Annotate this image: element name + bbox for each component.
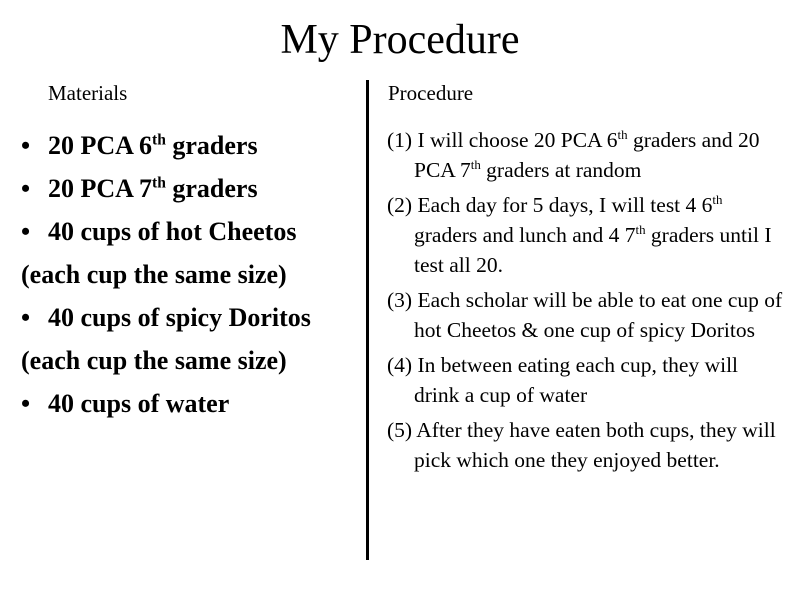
procedure-step-1: [387, 125, 787, 185]
step-number: (5): [387, 418, 413, 442]
step-text: graders at random: [480, 158, 642, 182]
materials-item: [21, 210, 361, 253]
bullet-icon: •: [21, 174, 31, 203]
step-text: Each day for 5 days, I will test 4 6: [412, 193, 713, 217]
bullet-icon: •: [21, 131, 31, 160]
materials-item-text: 20 PCA 6: [48, 131, 152, 160]
column-divider: [366, 80, 369, 560]
procedure-heading: Procedure: [388, 81, 474, 105]
step-text: After they have eaten both cups, they will pick which one they enjoyed better.: [412, 418, 776, 472]
materials-item: [21, 124, 361, 167]
materials-note: [21, 339, 361, 382]
step-number: (3): [387, 288, 413, 312]
materials-item: [21, 382, 361, 425]
bullet-icon: •: [21, 303, 31, 332]
materials-note: [21, 253, 361, 296]
bullet-icon: •: [21, 389, 31, 418]
ordinal-suffix: th: [152, 174, 166, 192]
ordinal-suffix: th: [152, 131, 166, 149]
materials-item-text: 40 cups of spicy Doritos: [48, 303, 311, 332]
materials-item-text: 40 cups of water: [48, 389, 230, 418]
step-number: (2): [387, 193, 413, 217]
materials-item-text: 20 PCA 7: [48, 174, 152, 203]
step-number: (4): [387, 353, 413, 377]
procedure-step-2: [387, 190, 787, 280]
materials-item-text-end: graders: [165, 131, 258, 160]
materials-item: [21, 167, 361, 210]
ordinal-suffix: th: [635, 222, 646, 237]
materials-note-text: (each cup the same size): [21, 260, 287, 289]
ordinal-suffix: th: [712, 192, 723, 207]
step-text: I will choose 20 PCA 6: [412, 128, 618, 152]
step-number: (1): [387, 128, 413, 152]
step-text: graders until I test all 20.: [414, 223, 772, 277]
materials-list: [21, 124, 361, 425]
bullet-icon: •: [21, 217, 31, 246]
page-title: My Procedure: [280, 17, 520, 63]
procedure-step-5: [387, 415, 787, 475]
procedure-steps: [387, 125, 787, 480]
materials-heading: Materials: [48, 81, 128, 105]
step-text: graders and lunch and 4 7: [414, 223, 636, 247]
ordinal-suffix: th: [470, 157, 481, 172]
materials-note-text: (each cup the same size): [21, 346, 287, 375]
materials-item-text: 40 cups of hot Cheetos: [48, 217, 297, 246]
ordinal-suffix: th: [617, 127, 628, 142]
materials-item: [21, 296, 361, 339]
procedure-step-3: [387, 285, 787, 345]
step-text: Each scholar will be able to eat one cup of hot Cheetos & one cup of spicy Doritos: [412, 288, 783, 342]
step-text: graders and 20 PCA 7: [414, 128, 760, 182]
procedure-step-4: [387, 350, 787, 410]
step-text: In between eating each cup, they will drink a cup of water: [412, 353, 739, 407]
materials-item-text-end: graders: [165, 174, 258, 203]
